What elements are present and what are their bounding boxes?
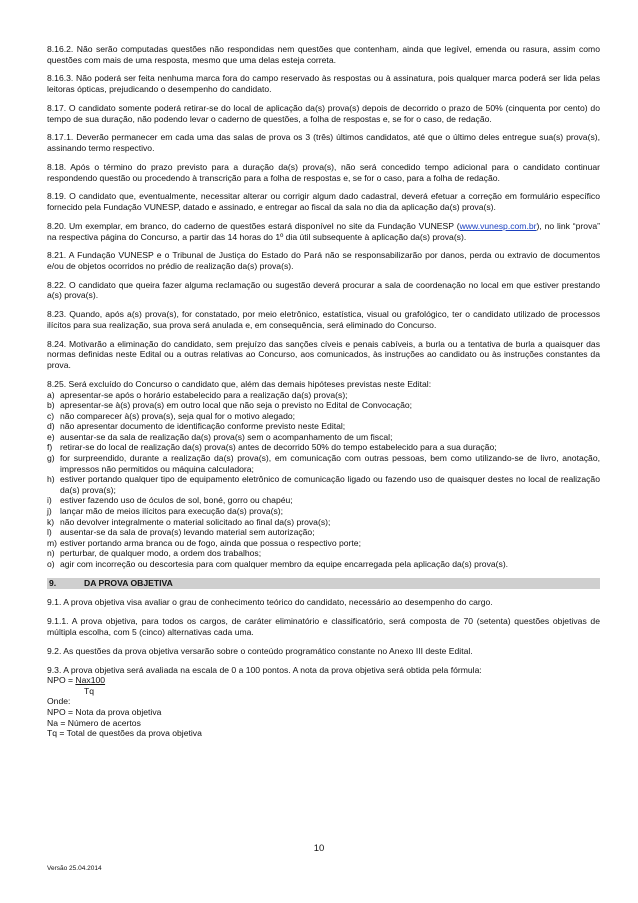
list-item bbox=[47, 400, 600, 411]
paragraph-9-1: 9.1. A prova objetiva visa avaliar o grau de conhecimento teórico do candidato, necessário ao desempenho do cargo. bbox=[47, 597, 493, 608]
list-item bbox=[47, 421, 600, 432]
list-item-text: não devolver integralmente o material solicitado ao final da(s) prova(s); bbox=[60, 516, 331, 527]
list-item-text: lançar mão de meios ilícitos para execução da(s) prova(s); bbox=[60, 506, 284, 517]
list-item-marker: a) bbox=[47, 389, 55, 400]
paragraph-8-19: 8.19. O candidato que, eventualmente, necessitar alterar ou corrigir algum dado cadastral, deverá efetuar a correção em formulário específico fornecido pela Fundação VUNESP, datado e assinado, e entregar ao fiscal da sala no dia da aplicação da(s) prova(s). bbox=[47, 191, 600, 213]
formula-block bbox=[47, 675, 600, 739]
list-item-marker: l) bbox=[47, 527, 52, 538]
paragraph-9-1-1: 9.1.1. A prova objetiva, para todos os cargos, de caráter eliminatório e classificatório, será composta de 70 (setenta) questões objetivas de múltipla escolha, com 5 (cinco) alternativas cada uma. bbox=[47, 616, 600, 637]
list-item-marker: h) bbox=[47, 474, 55, 485]
paragraph-8-16-2: 8.16.2. Não serão computadas questões não respondidas nem questões que contenham, ainda que legível, emenda ou rasura, assim como questões com mais de uma resposta, mesmo que uma delas esteja correta. bbox=[47, 44, 600, 65]
document-page bbox=[47, 44, 600, 739]
paragraph-8-24: 8.24. Motivarão a eliminação do candidato, sem prejuízo das sanções cíveis e penais cabíveis, a burla ou a tentativa de burla a quaisquer das normas definidas neste Edital ou a outras relativas ao Concurso, aos comunicados, às instruções ao candidato ou às instruções constantes da prova. bbox=[47, 338, 600, 371]
formula-numerator: Nax100 bbox=[75, 675, 106, 686]
paragraph-8-20-text-b: ), no link “prova” na respectiva página do Concurso, a partir das 14 horas do 1º dia útil subsequente à aplicação da(s) prova(s). bbox=[47, 220, 601, 242]
list-item bbox=[47, 432, 600, 443]
paragraph-8-17-1: 8.17.1. Deverão permanecer em cada uma das salas de prova os 3 (três) últimos candidatos, até que o último deles entregue sua(s) prova(s), assinando termo respectivo. bbox=[47, 132, 600, 154]
list-item-text: ausentar-se da sala de realização da(s) prova(s) sem o acompanhamento de um fiscal; bbox=[60, 431, 393, 442]
formula-line bbox=[47, 675, 600, 686]
paragraph-8-17: 8.17. O candidato somente poderá retirar-se do local de aplicação da(s) prova(s) depois de decorrido o prazo de 50% (cinquenta por cento) do tempo de sua duração, não podendo levar o caderno de questões, a folha de respostas e, se for o caso, de redação. bbox=[47, 102, 600, 124]
list-item bbox=[47, 506, 600, 517]
list-item-marker: b) bbox=[47, 400, 55, 411]
list-item bbox=[47, 474, 600, 495]
formula-denominator: Tq bbox=[84, 685, 95, 696]
formula-def-tq: Tq = Total de questões da prova objetiva bbox=[47, 728, 202, 739]
formula-where: Onde: bbox=[47, 696, 71, 707]
list-item-text: não comparecer à(s) prova(s), seja qual for o motivo alegado; bbox=[60, 410, 296, 421]
vunesp-link[interactable]: www.vunesp.com.br bbox=[459, 220, 537, 231]
list-item-marker: j) bbox=[47, 506, 52, 517]
list-item bbox=[47, 442, 600, 453]
paragraph-8-20 bbox=[47, 221, 600, 242]
list-item bbox=[47, 453, 600, 474]
paragraph-8-20-text-a: 8.20. Um exemplar, em branco, do caderno de questões estará disponível no site da Fundação VUNESP ( bbox=[47, 220, 460, 231]
version-label: Versão 25.04.2014 bbox=[47, 865, 102, 872]
list-item bbox=[47, 411, 600, 422]
paragraph-8-22: 8.22. O candidato que queira fazer alguma reclamação ou sugestão deverá procurar a sala de coordenação no local em que estiver prestando a(s) prova(s). bbox=[47, 279, 600, 301]
list-item bbox=[47, 390, 600, 401]
list-item-text: apresentar-se após o horário estabelecido para a realização da(s) prova(s); bbox=[60, 389, 348, 400]
formula-lhs: NPO = bbox=[47, 675, 76, 686]
list-item-marker: m) bbox=[47, 537, 58, 548]
paragraph-8-16-3: 8.16.3. Não poderá ser feita nenhuma marca fora do campo reservado às respostas ou à assinatura, pois qualquer marca poderá ser lida pelas leitoras ópticas, prejudicando o desempenho do candidato. bbox=[47, 73, 600, 95]
list-item-marker: c) bbox=[47, 410, 55, 421]
list-item-text: agir com incorreção ou descortesia para com qualquer membro da equipe encarregada pela aplicação da(s) prova(s). bbox=[60, 559, 509, 570]
list-item-marker: n) bbox=[47, 548, 55, 559]
list-item-marker: f) bbox=[47, 442, 53, 453]
exclusion-list bbox=[47, 390, 600, 570]
formula-def-npo: NPO = Nota da prova objetiva bbox=[47, 707, 162, 718]
list-item bbox=[47, 559, 600, 570]
paragraph-9-2: 9.2. As questões da prova objetiva versarão sobre o conteúdo programático constante no Anexo III deste Edital. bbox=[47, 645, 473, 656]
paragraph-8-25: 8.25. Será excluído do Concurso o candidato que, além das demais hipóteses previstas neste Edital: bbox=[47, 378, 432, 389]
list-item-text: retirar-se do local de realização da(s) prova(s) antes de decorrido 50% do tempo estabelecido para a sua duração; bbox=[60, 442, 497, 453]
formula-def-na: Na = Número de acertos bbox=[47, 717, 141, 728]
paragraph-8-21: 8.21. A Fundação VUNESP e o Tribunal de Justiça do Estado do Pará não se responsabilizarão por danos, perda ou extravio de documentos e/ou de objetos ocorridos no prédio de realização da(s) prova(s). bbox=[47, 250, 600, 271]
section-title: DA PROVA OBJETIVA bbox=[84, 577, 173, 588]
list-item-text: não apresentar documento de identificação conforme previsto neste Edital; bbox=[60, 421, 346, 432]
section-9-heading bbox=[47, 578, 600, 589]
list-item-marker: o) bbox=[47, 559, 55, 570]
list-item-text: estiver fazendo uso de óculos de sol, boné, gorro ou chapéu; bbox=[60, 495, 293, 506]
list-item bbox=[47, 548, 600, 559]
list-item-marker: g) bbox=[47, 453, 55, 464]
list-item-text: estiver portando arma branca ou de fogo, ainda que possua o respectivo porte; bbox=[60, 537, 361, 548]
list-item-text: perturbar, de qualquer modo, a ordem dos trabalhos; bbox=[60, 548, 262, 559]
list-item bbox=[47, 495, 600, 506]
list-item-marker: e) bbox=[47, 431, 55, 442]
paragraph-8-18: 8.18. Após o término do prazo previsto para a duração da(s) prova(s), não será concedido tempo adicional para o candidato continuar respondendo questão ou procedendo à transcrição para a folha de respostas e, se for o caso, para a folha de redação. bbox=[47, 161, 600, 183]
list-item bbox=[47, 527, 600, 538]
page-number: 10 bbox=[313, 843, 325, 854]
list-item-text: estiver portando qualquer tipo de equipamento eletrônico de comunicação ligado ou fazendo uso de quaisquer destes no local de realização da(s) prova(s); bbox=[60, 474, 600, 495]
list-item-marker: i) bbox=[47, 495, 52, 506]
list-item-marker: k) bbox=[47, 516, 55, 527]
section-number: 9. bbox=[49, 577, 57, 588]
paragraph-9-3: 9.3. A prova objetiva será avaliada na escala de 0 a 100 pontos. A nota da prova objetiva será obtida pela fórmula: bbox=[47, 664, 482, 675]
list-item bbox=[47, 517, 600, 528]
list-item-text: apresentar-se à(s) prova(s) em outro local que não seja o previsto no Edital de Convocação; bbox=[60, 400, 413, 411]
list-item-text: ausentar-se da sala de prova(s) levando material sem autorização; bbox=[60, 527, 315, 538]
list-item-marker: d) bbox=[47, 421, 55, 432]
paragraph-8-23: 8.23. Quando, após a(s) prova(s), for constatado, por meio eletrônico, estatística, visual ou grafológico, ter o candidato utilizado de processos ilícitos para sua realização, sua prova será anulada e, em consequência, será eliminado do Concurso. bbox=[47, 309, 600, 330]
list-item-text: for surpreendido, durante a realização da(s) prova(s), em comunicação com outras pessoas, bem como utilizando-se de livro, anotação, impressos não permitidos ou máquina calculadora; bbox=[60, 453, 600, 474]
list-item bbox=[47, 538, 600, 549]
